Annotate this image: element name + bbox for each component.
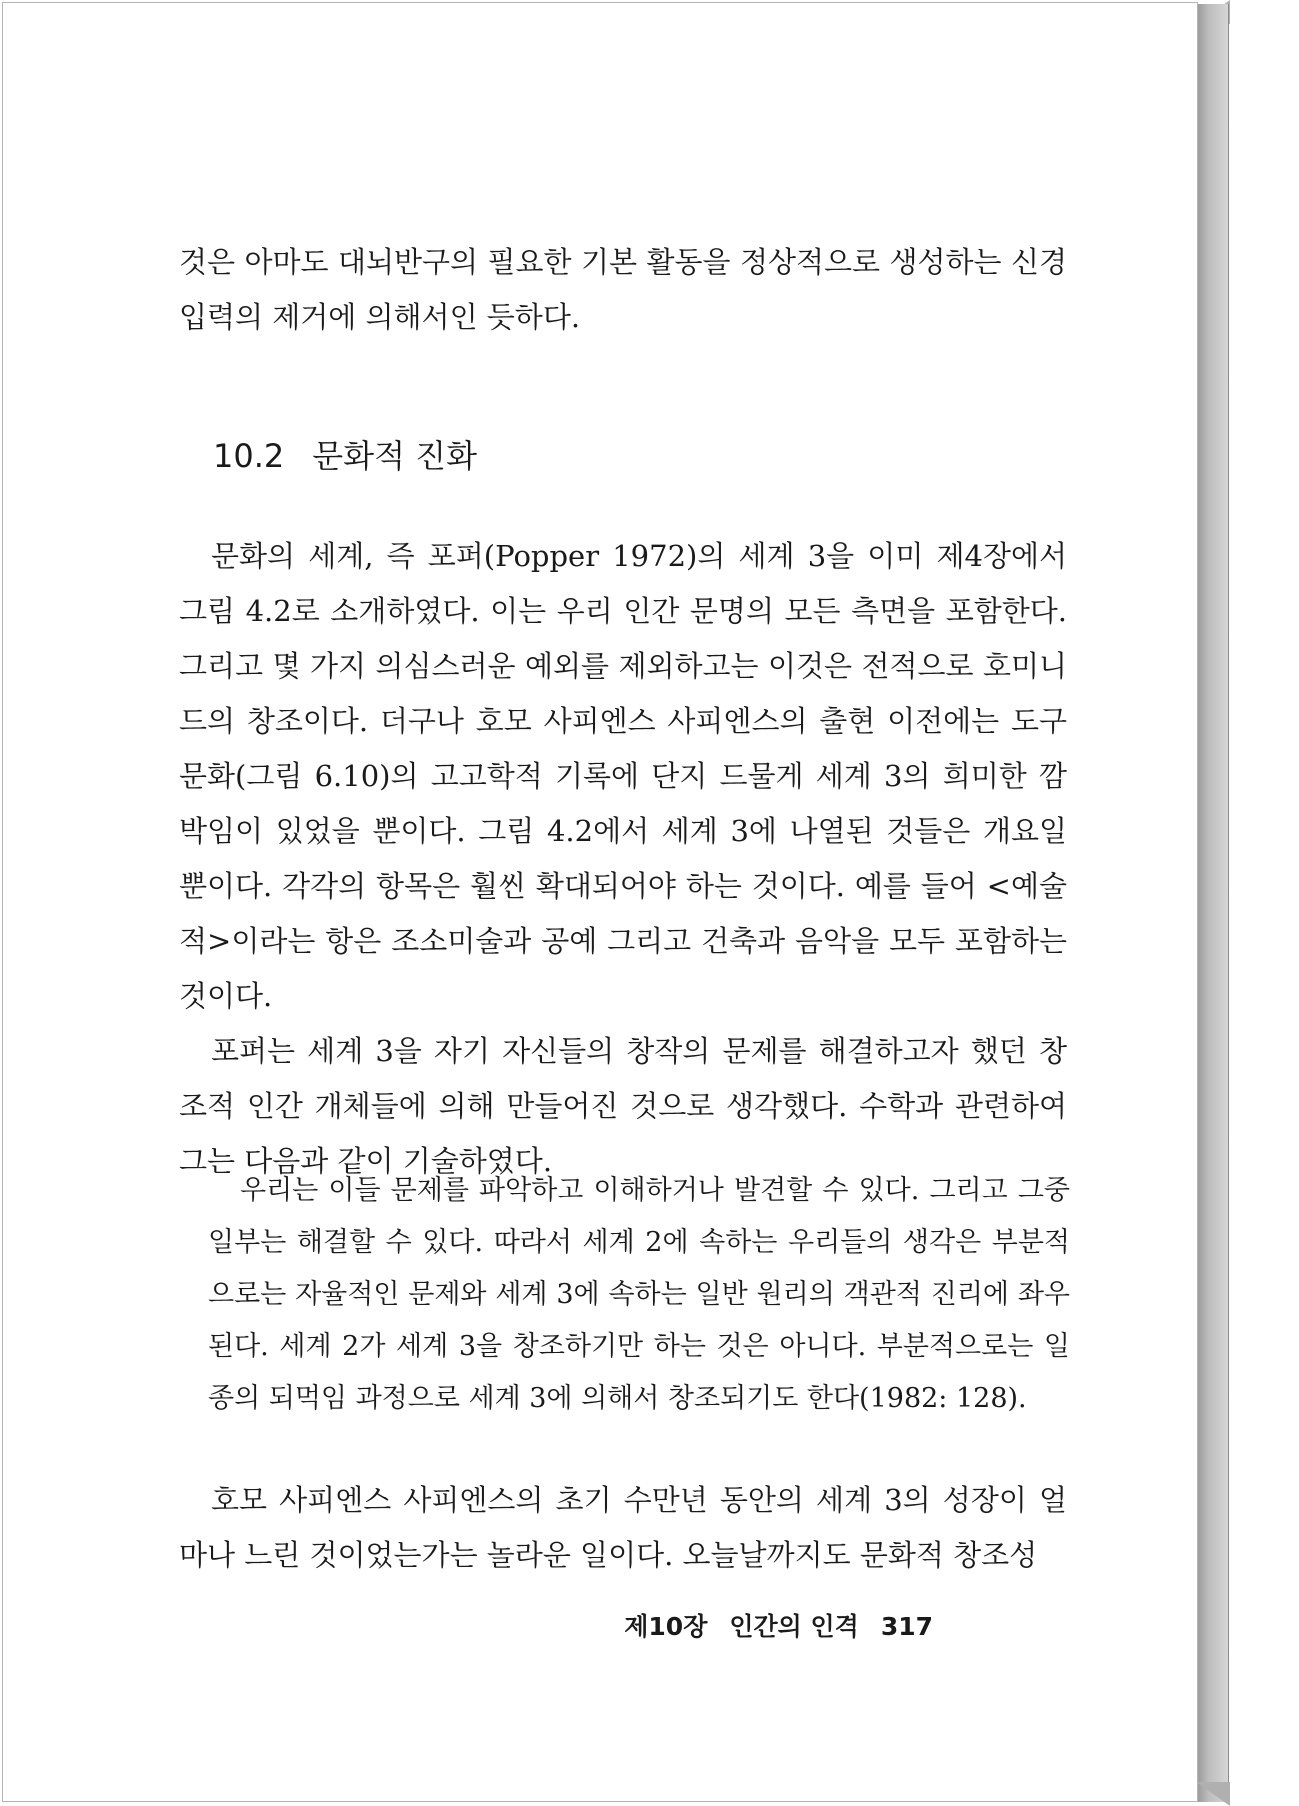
opening-block — [179, 235, 1067, 345]
section-heading — [213, 431, 477, 477]
body-paragraph: 문화의 세계, 즉 포퍼(Popper 1972)의 세계 3을 이미 제4장에서 그림 4.2로 소개하였다. 이는 우리 인간 문명의 모든 측면을 포함한다. 그리고 몇 가지 의심스러운 예외를 제외하고는 이것은 전적으로 호미니드의 창조이다. 더구나 호모 사피엔스 사피엔스의 출현 이전에는 도구문화(그림 6.10)의 고고학적 기록에 단지 드물게 세계 3의 희미한 깜박임이 있었을 뿐이다. 그림 4.2에서 세계 3에 나열된 것들은 개요일 뿐이다. 각각의 항목은 훨씬 확대되어야 하는 것이다. 예를 들어 <예술적>이라는 항은 조소미술과 공예 그리고 건축과 음악을 모두 포함하는 것이다. — [179, 539, 1067, 1013]
opening-paragraph: 것은 아마도 대뇌반구의 필요한 기본 활동을 정상적으로 생성하는 신경 입력의 제거에 의해서인 듯하다. — [179, 245, 1067, 334]
book-page — [2, 2, 1198, 1802]
section-title: 문화적 진화 — [312, 437, 477, 475]
footer-chapter-title: 인간의 인격 — [729, 1612, 859, 1641]
closing-block — [179, 1473, 1067, 1583]
page-number: 317 — [880, 1612, 933, 1641]
page-stack-edge — [1198, 4, 1229, 1802]
section-number: 10.2 — [213, 437, 285, 475]
body-block — [179, 529, 1067, 1189]
body-paragraph: 포퍼는 세계 3을 자기 자신들의 창작의 문제를 해결하고자 했던 창조적 인간 개체들에 의해 만들어진 것으로 생각했다. 수학과 관련하여 그는 다음과 같이 기술하였다. — [179, 1034, 1067, 1178]
page-stack-bottom-edge — [1196, 1782, 1230, 1806]
closing-paragraph: 호모 사피엔스 사피엔스의 초기 수만년 동안의 세계 3의 성장이 얼마나 느린 것이었는가는 놀라운 일이다. 오늘날까지도 문화적 창조성 — [179, 1483, 1067, 1572]
block-quotation: 우리는 이들 문제를 파악하고 이해하거나 발견할 수 있다. 그리고 그중 일부는 해결할 수 있다. 따라서 세계 2에 속하는 우리들의 생각은 부분적으로는 자율적인 문제와 세계 3에 속하는 일반 원리의 객관적 진리에 좌우된다. 세계 2가 세계 3을 창조하기만 하는 것은 아니다. 부분적으로는 일종의 되먹임 과정으로 세계 3에 의해서 창조되기도 한다(1982: 128). — [208, 1175, 1070, 1414]
footer-chapter: 제10장 — [624, 1612, 708, 1641]
running-footer — [624, 1607, 933, 1643]
